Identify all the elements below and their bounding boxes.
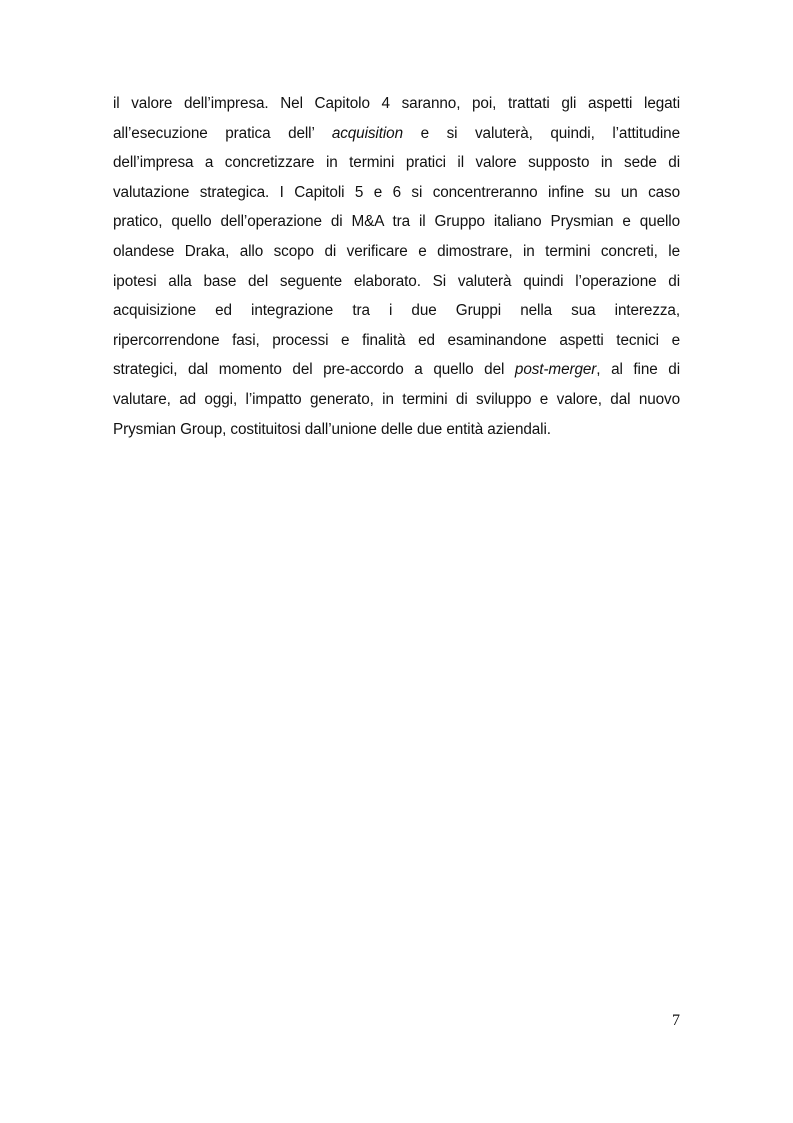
paragraph-line [113, 267, 680, 297]
paragraph-line [113, 207, 680, 237]
line-text: strategici, dal momento del pre-accordo a quello del [113, 361, 515, 379]
paragraph-line [113, 326, 680, 356]
line-text: all’esecuzione pratica dell’ [113, 124, 332, 142]
line-text: Prysmian Group, costituitosi dall’unione delle due entità aziendali. [113, 420, 551, 438]
line-text: valutazione strategica. I Capitoli 5 e 6 si concentreranno infine su un caso [113, 183, 680, 201]
paragraph-line [113, 89, 680, 119]
line-text: ipotesi alla base del seguente elaborato. Si valuterà quindi l’operazione di [113, 272, 680, 290]
paragraph-line [113, 119, 680, 149]
paragraph-line [113, 355, 680, 385]
line-text: , al fine di [596, 361, 680, 379]
paragraph-line [113, 385, 680, 415]
paragraph-line [113, 178, 680, 208]
paragraph-line [113, 148, 680, 178]
italic-term-post-merger: post-merger [514, 361, 597, 379]
line-text: il valore dell’impresa. Nel Capitolo 4 saranno, poi, trattati gli aspetti legati [113, 95, 680, 112]
line-text: valutare, ad oggi, l’impatto generato, in termini di sviluppo e valore, dal nuovo [113, 390, 680, 408]
line-text: e si valuterà, quindi, l’attitudine [403, 124, 681, 142]
paragraph-line [113, 415, 680, 445]
page-number: 7 [672, 1012, 680, 1029]
line-text: olandese Draka, allo scopo di verificare e dimostrare, in termini concreti, le [113, 242, 680, 260]
body-paragraph [113, 89, 680, 444]
paragraph-line [113, 237, 680, 267]
line-text: ripercorrendone fasi, processi e finalità ed esaminandone aspetti tecnici e [113, 331, 680, 349]
italic-term-acquisition: acquisition [331, 124, 403, 142]
line-text: pratico, quello dell’operazione di M&A tra il Gruppo italiano Prysmian e quello [113, 213, 680, 231]
line-text: acquisizione ed integrazione tra i due Gruppi nella sua interezza, [113, 302, 680, 320]
paragraph-line [113, 296, 680, 326]
line-text: dell’impresa a concretizzare in termini pratici il valore supposto in sede di [113, 154, 680, 172]
